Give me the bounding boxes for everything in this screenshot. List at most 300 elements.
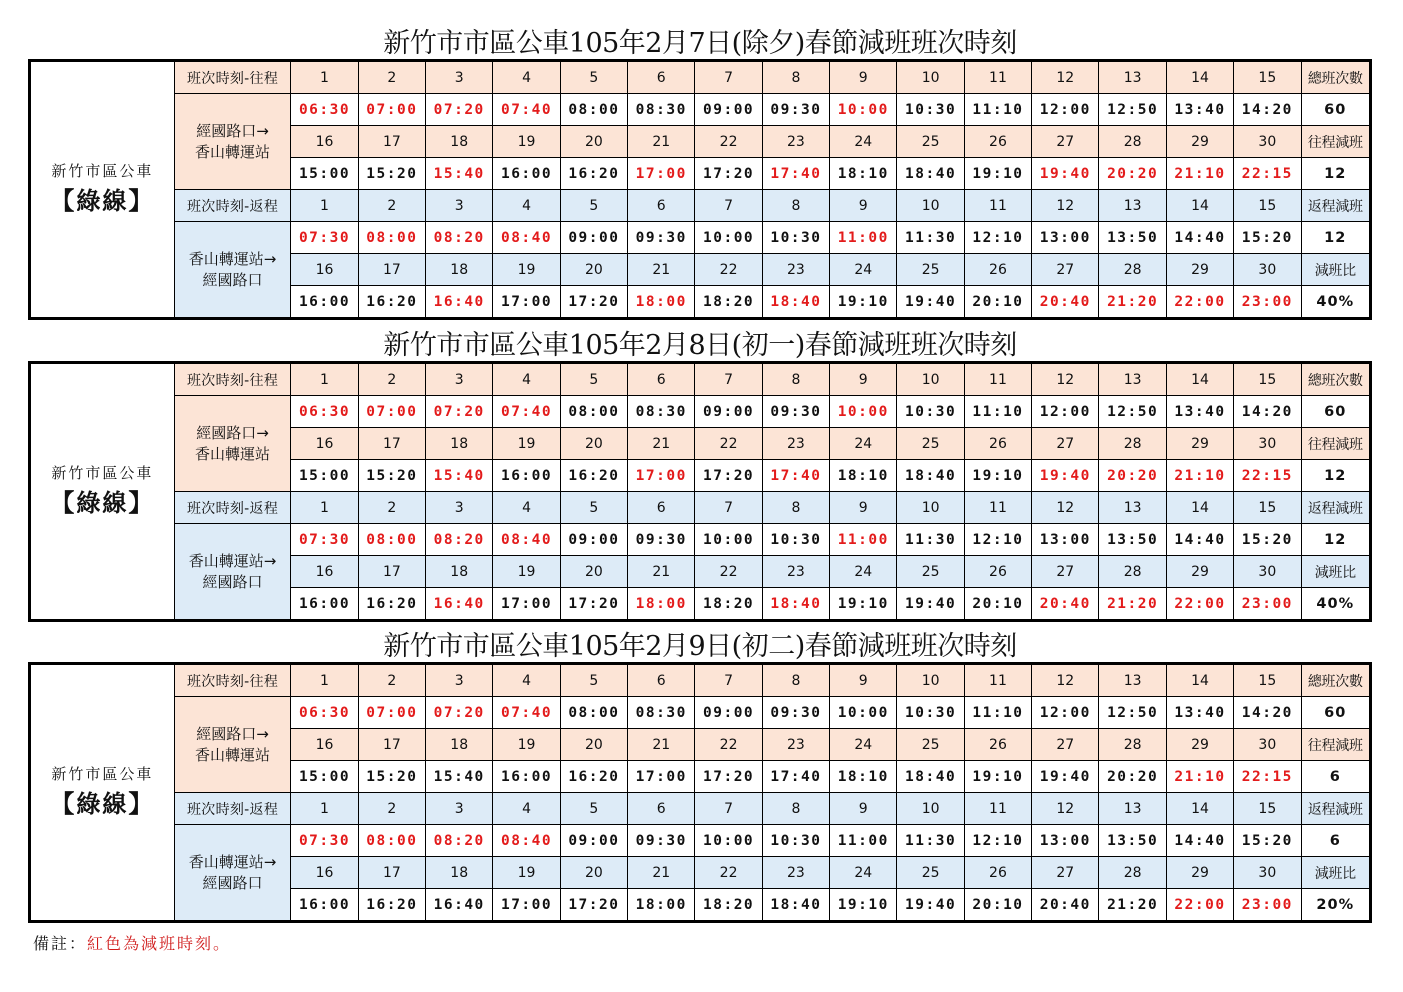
- departure-time: 20:20: [1099, 761, 1166, 793]
- summary-value: 40%: [1301, 286, 1371, 319]
- departure-time: 08:40: [493, 222, 560, 254]
- direction-from: 香山轉運站→: [188, 250, 277, 269]
- section-title: 新竹市市區公車105年2月9日(初二)春節減班班次時刻: [383, 631, 1017, 662]
- departure-time: 15:40: [426, 761, 493, 793]
- departure-time: 10:30: [762, 524, 829, 556]
- departure-time: 07:00: [358, 697, 425, 729]
- departure-time: 09:30: [628, 825, 695, 857]
- departure-time: 07:30: [291, 222, 358, 254]
- departure-time: 23:00: [1234, 889, 1301, 922]
- direction-to: 香山轉運站: [195, 745, 271, 764]
- trip-number: 28: [1099, 857, 1166, 889]
- departure-time: 09:00: [560, 222, 627, 254]
- trip-number: 6: [628, 492, 695, 524]
- trip-number: 11: [964, 190, 1031, 222]
- outbound-direction: [174, 697, 291, 793]
- departure-time: 08:40: [493, 825, 560, 857]
- trip-number: 30: [1234, 428, 1301, 460]
- trip-number: 8: [762, 492, 829, 524]
- departure-time: 19:40: [897, 889, 964, 922]
- route-cell: [30, 664, 175, 922]
- departure-time: 17:20: [560, 588, 627, 621]
- trip-number: 21: [628, 857, 695, 889]
- trip-number: 29: [1166, 254, 1233, 286]
- trip-number: 21: [628, 254, 695, 286]
- direction-from: 香山轉運站→: [188, 552, 277, 571]
- departure-time: 10:30: [762, 825, 829, 857]
- summary-label: 減班比: [1301, 556, 1371, 588]
- trip-number: 13: [1099, 190, 1166, 222]
- summary-value: 6: [1301, 825, 1371, 857]
- trip-number: 25: [897, 857, 964, 889]
- trip-number: 9: [830, 61, 897, 94]
- direction-to: 經國路口: [202, 572, 263, 591]
- route-name: 新竹市區公車: [51, 464, 154, 483]
- departure-time: 17:00: [493, 588, 560, 621]
- departure-time: 21:20: [1099, 286, 1166, 319]
- trip-number: 3: [426, 190, 493, 222]
- departure-time: 07:20: [426, 697, 493, 729]
- trip-number: 10: [897, 61, 964, 94]
- trip-number: 14: [1166, 190, 1233, 222]
- departure-time: 20:40: [1032, 286, 1099, 319]
- departure-time: 10:30: [897, 94, 964, 126]
- departure-time: 17:20: [560, 889, 627, 922]
- departure-time: 08:30: [628, 396, 695, 428]
- trip-number: 20: [560, 428, 627, 460]
- summary-label: 返程減班: [1301, 492, 1371, 524]
- trip-number: 15: [1234, 190, 1301, 222]
- trip-number: 2: [358, 793, 425, 825]
- trip-number: 24: [830, 729, 897, 761]
- trip-number: 15: [1234, 492, 1301, 524]
- trip-number: 28: [1099, 428, 1166, 460]
- trip-number: 30: [1234, 729, 1301, 761]
- summary-value: 60: [1301, 94, 1371, 126]
- trip-number: 7: [695, 190, 762, 222]
- trip-number: 23: [762, 556, 829, 588]
- trip-number: 4: [493, 492, 560, 524]
- departure-time: 16:20: [358, 889, 425, 922]
- departure-time: 11:30: [897, 825, 964, 857]
- trip-number: 27: [1032, 857, 1099, 889]
- trip-number: 23: [762, 126, 829, 158]
- departure-time: 16:00: [291, 588, 358, 621]
- trip-number: 18: [426, 556, 493, 588]
- departure-time: 16:00: [493, 460, 560, 492]
- summary-label: 往程減班: [1301, 428, 1371, 460]
- schedule-table: [28, 361, 1372, 622]
- departure-time: 17:20: [695, 761, 762, 793]
- departure-time: 16:40: [426, 286, 493, 319]
- trip-number: 16: [291, 126, 358, 158]
- departure-time: 18:20: [695, 889, 762, 922]
- departure-time: 12:10: [964, 222, 1031, 254]
- trip-number: 23: [762, 729, 829, 761]
- departure-time: 08:30: [628, 697, 695, 729]
- trip-number: 13: [1099, 363, 1166, 396]
- departure-time: 13:00: [1032, 825, 1099, 857]
- departure-time: 10:30: [762, 222, 829, 254]
- trip-number: 17: [358, 857, 425, 889]
- departure-time: 17:00: [628, 761, 695, 793]
- departure-time: 06:30: [291, 94, 358, 126]
- departure-time: 18:10: [830, 460, 897, 492]
- departure-time: 09:00: [695, 697, 762, 729]
- trip-number: 14: [1166, 61, 1233, 94]
- trip-number: 8: [762, 363, 829, 396]
- summary-label: 返程減班: [1301, 190, 1371, 222]
- outbound-direction: [174, 396, 291, 492]
- trip-number: 2: [358, 190, 425, 222]
- trip-number: 8: [762, 61, 829, 94]
- departure-time: 08:00: [560, 396, 627, 428]
- departure-time: 20:20: [1099, 158, 1166, 190]
- trip-number: 9: [830, 492, 897, 524]
- departure-time: 22:00: [1166, 889, 1233, 922]
- trip-number: 13: [1099, 61, 1166, 94]
- departure-time: 16:20: [358, 286, 425, 319]
- section-title: 新竹市市區公車105年2月8日(初一)春節減班班次時刻: [383, 330, 1017, 361]
- trip-number: 4: [493, 190, 560, 222]
- summary-label: 往程減班: [1301, 729, 1371, 761]
- departure-time: 16:00: [493, 158, 560, 190]
- trip-number: 9: [830, 363, 897, 396]
- departure-time: 22:00: [1166, 588, 1233, 621]
- trip-number: 4: [493, 664, 560, 697]
- trip-number: 8: [762, 664, 829, 697]
- trip-number: 19: [493, 428, 560, 460]
- trip-number: 26: [964, 556, 1031, 588]
- departure-time: 18:40: [897, 761, 964, 793]
- schedule-table: [28, 662, 1372, 923]
- departure-time: 12:50: [1099, 396, 1166, 428]
- return-direction: [174, 825, 291, 922]
- departure-time: 19:40: [1032, 158, 1099, 190]
- trip-number: 20: [560, 254, 627, 286]
- departure-time: 23:00: [1234, 286, 1301, 319]
- departure-time: 14:20: [1234, 396, 1301, 428]
- trip-number: 29: [1166, 729, 1233, 761]
- trip-number: 22: [695, 428, 762, 460]
- departure-time: 13:40: [1166, 697, 1233, 729]
- table-row: [30, 94, 1371, 126]
- departure-time: 09:30: [762, 396, 829, 428]
- trip-number: 19: [493, 254, 560, 286]
- summary-label: 減班比: [1301, 857, 1371, 889]
- direction-to: 經國路口: [202, 270, 263, 289]
- departure-time: 17:40: [762, 460, 829, 492]
- trip-number: 5: [560, 664, 627, 697]
- trip-number: 28: [1099, 254, 1166, 286]
- departure-time: 18:00: [628, 286, 695, 319]
- trip-number: 17: [358, 126, 425, 158]
- trip-number: 27: [1032, 428, 1099, 460]
- departure-time: 12:00: [1032, 94, 1099, 126]
- departure-time: 10:30: [897, 697, 964, 729]
- trip-number: 26: [964, 729, 1031, 761]
- table-row: [30, 396, 1371, 428]
- direction-to: 經國路口: [202, 873, 263, 892]
- departure-time: 20:40: [1032, 588, 1099, 621]
- section-title: 新竹市市區公車105年2月7日(除夕)春節減班班次時刻: [383, 28, 1017, 59]
- outbound-header: 班次時刻-往程: [174, 61, 291, 94]
- trip-number: 26: [964, 126, 1031, 158]
- departure-time: 21:20: [1099, 588, 1166, 621]
- trip-number: 9: [830, 664, 897, 697]
- departure-time: 09:30: [762, 94, 829, 126]
- departure-time: 11:00: [830, 825, 897, 857]
- departure-time: 19:10: [830, 286, 897, 319]
- trip-number: 20: [560, 729, 627, 761]
- trip-number: 11: [964, 492, 1031, 524]
- departure-time: 16:20: [358, 588, 425, 621]
- route-cell: [30, 61, 175, 319]
- trip-number: 6: [628, 190, 695, 222]
- departure-time: 06:30: [291, 396, 358, 428]
- trip-number: 24: [830, 428, 897, 460]
- table-row: [30, 793, 1371, 825]
- departure-time: 18:10: [830, 761, 897, 793]
- trip-number: 21: [628, 729, 695, 761]
- trip-number: 19: [493, 126, 560, 158]
- summary-label: 減班比: [1301, 254, 1371, 286]
- trip-number: 26: [964, 857, 1031, 889]
- trip-number: 4: [493, 793, 560, 825]
- trip-number: 30: [1234, 556, 1301, 588]
- trip-number: 7: [695, 664, 762, 697]
- departure-time: 17:00: [493, 286, 560, 319]
- departure-time: 12:00: [1032, 396, 1099, 428]
- departure-time: 20:10: [964, 588, 1031, 621]
- trip-number: 22: [695, 857, 762, 889]
- trip-number: 6: [628, 664, 695, 697]
- departure-time: 12:10: [964, 825, 1031, 857]
- trip-number: 19: [493, 556, 560, 588]
- trip-number: 15: [1234, 793, 1301, 825]
- trip-number: 2: [358, 363, 425, 396]
- trip-number: 25: [897, 254, 964, 286]
- line-name: 【綠線】: [50, 790, 155, 819]
- trip-number: 21: [628, 428, 695, 460]
- trip-number: 28: [1099, 556, 1166, 588]
- trip-number: 16: [291, 428, 358, 460]
- departure-time: 11:10: [964, 94, 1031, 126]
- trip-number: 18: [426, 857, 493, 889]
- trip-number: 30: [1234, 126, 1301, 158]
- departure-time: 08:20: [426, 222, 493, 254]
- trip-number: 25: [897, 729, 964, 761]
- trip-number: 18: [426, 428, 493, 460]
- schedule-table: [28, 59, 1372, 320]
- trip-number: 11: [964, 793, 1031, 825]
- return-header: 班次時刻-返程: [174, 492, 291, 524]
- departure-time: 19:10: [830, 889, 897, 922]
- departure-time: 16:40: [426, 889, 493, 922]
- departure-time: 10:00: [695, 825, 762, 857]
- trip-number: 2: [358, 61, 425, 94]
- trip-number: 7: [695, 363, 762, 396]
- summary-value: 20%: [1301, 889, 1371, 922]
- departure-time: 08:20: [426, 524, 493, 556]
- departure-time: 18:40: [762, 889, 829, 922]
- summary-value: 6: [1301, 761, 1371, 793]
- departure-time: 13:40: [1166, 94, 1233, 126]
- trip-number: 25: [897, 428, 964, 460]
- departure-time: 09:30: [628, 222, 695, 254]
- trip-number: 5: [560, 190, 627, 222]
- direction-from: 經國路口→: [196, 122, 269, 141]
- departure-time: 13:00: [1032, 222, 1099, 254]
- departure-time: 16:20: [560, 158, 627, 190]
- departure-time: 16:20: [560, 761, 627, 793]
- departure-time: 06:30: [291, 697, 358, 729]
- departure-time: 07:20: [426, 396, 493, 428]
- departure-time: 12:10: [964, 524, 1031, 556]
- trip-number: 4: [493, 61, 560, 94]
- route-name: 新竹市區公車: [51, 765, 154, 784]
- trip-number: 10: [897, 363, 964, 396]
- departure-time: 10:00: [830, 396, 897, 428]
- trip-number: 21: [628, 126, 695, 158]
- trip-number: 7: [695, 61, 762, 94]
- departure-time: 19:10: [830, 588, 897, 621]
- departure-time: 15:20: [1234, 222, 1301, 254]
- departure-time: 17:40: [762, 761, 829, 793]
- departure-time: 08:30: [628, 94, 695, 126]
- trip-number: 14: [1166, 793, 1233, 825]
- departure-time: 09:00: [560, 825, 627, 857]
- trip-number: 25: [897, 556, 964, 588]
- trip-number: 3: [426, 61, 493, 94]
- table-row: [30, 363, 1371, 396]
- departure-time: 13:00: [1032, 524, 1099, 556]
- departure-time: 18:10: [830, 158, 897, 190]
- table-row: [30, 697, 1371, 729]
- departure-time: 17:20: [560, 286, 627, 319]
- departure-time: 08:00: [560, 94, 627, 126]
- trip-number: 3: [426, 793, 493, 825]
- trip-number: 18: [426, 254, 493, 286]
- trip-number: 17: [358, 254, 425, 286]
- trip-number: 22: [695, 126, 762, 158]
- departure-time: 11:10: [964, 697, 1031, 729]
- departure-time: 13:50: [1099, 524, 1166, 556]
- trip-number: 23: [762, 428, 829, 460]
- trip-number: 23: [762, 254, 829, 286]
- departure-time: 17:20: [695, 460, 762, 492]
- trip-number: 24: [830, 254, 897, 286]
- trip-number: 22: [695, 556, 762, 588]
- table-row: [30, 222, 1371, 254]
- departure-time: 17:00: [493, 889, 560, 922]
- departure-time: 07:30: [291, 825, 358, 857]
- table-row: [30, 492, 1371, 524]
- trip-number: 26: [964, 254, 1031, 286]
- summary-label: 總班次數: [1301, 664, 1371, 697]
- trip-number: 1: [291, 664, 358, 697]
- schedule-section: [28, 28, 1372, 320]
- table-row: [30, 664, 1371, 697]
- departure-time: 19:40: [1032, 460, 1099, 492]
- trip-number: 3: [426, 492, 493, 524]
- table-row: [30, 61, 1371, 94]
- trip-number: 12: [1032, 61, 1099, 94]
- departure-time: 15:40: [426, 460, 493, 492]
- departure-time: 14:40: [1166, 524, 1233, 556]
- trip-number: 17: [358, 729, 425, 761]
- departure-time: 18:20: [695, 286, 762, 319]
- trip-number: 19: [493, 857, 560, 889]
- route-cell: [30, 363, 175, 621]
- departure-time: 22:15: [1234, 158, 1301, 190]
- departure-time: 08:00: [358, 825, 425, 857]
- table-row: [30, 825, 1371, 857]
- trip-number: 27: [1032, 254, 1099, 286]
- departure-time: 15:20: [358, 761, 425, 793]
- departure-time: 21:10: [1166, 761, 1233, 793]
- direction-from: 經國路口→: [196, 725, 269, 744]
- trip-number: 17: [358, 556, 425, 588]
- departure-time: 16:00: [291, 889, 358, 922]
- trip-number: 5: [560, 363, 627, 396]
- departure-time: 17:00: [628, 460, 695, 492]
- departure-time: 17:20: [695, 158, 762, 190]
- trip-number: 16: [291, 857, 358, 889]
- trip-number: 12: [1032, 190, 1099, 222]
- departure-time: 22:00: [1166, 286, 1233, 319]
- trip-number: 7: [695, 492, 762, 524]
- trip-number: 16: [291, 254, 358, 286]
- trip-number: 1: [291, 61, 358, 94]
- departure-time: 18:40: [762, 588, 829, 621]
- trip-number: 25: [897, 126, 964, 158]
- schedule-section: [28, 631, 1372, 923]
- trip-number: 9: [830, 190, 897, 222]
- trip-number: 19: [493, 729, 560, 761]
- trip-number: 14: [1166, 363, 1233, 396]
- summary-value: 12: [1301, 158, 1371, 190]
- trip-number: 12: [1032, 664, 1099, 697]
- departure-time: 09:30: [628, 524, 695, 556]
- return-header: 班次時刻-返程: [174, 793, 291, 825]
- departure-time: 08:20: [426, 825, 493, 857]
- departure-time: 07:20: [426, 94, 493, 126]
- departure-time: 08:00: [358, 524, 425, 556]
- departure-time: 15:00: [291, 460, 358, 492]
- trip-number: 20: [560, 126, 627, 158]
- departure-time: 22:15: [1234, 460, 1301, 492]
- trip-number: 28: [1099, 126, 1166, 158]
- departure-time: 14:20: [1234, 94, 1301, 126]
- departure-time: 19:40: [1032, 761, 1099, 793]
- departure-time: 16:00: [291, 286, 358, 319]
- table-row: [30, 524, 1371, 556]
- trip-number: 15: [1234, 363, 1301, 396]
- departure-time: 21:10: [1166, 158, 1233, 190]
- summary-label: 往程減班: [1301, 126, 1371, 158]
- trip-number: 10: [897, 793, 964, 825]
- footnote-label: 備註：: [33, 934, 88, 953]
- departure-time: 15:20: [358, 460, 425, 492]
- trip-number: 18: [426, 729, 493, 761]
- trip-number: 10: [897, 190, 964, 222]
- departure-time: 08:40: [493, 524, 560, 556]
- trip-number: 29: [1166, 857, 1233, 889]
- departure-time: 18:40: [897, 460, 964, 492]
- direction-to: 香山轉運站: [195, 142, 271, 161]
- trip-number: 11: [964, 664, 1031, 697]
